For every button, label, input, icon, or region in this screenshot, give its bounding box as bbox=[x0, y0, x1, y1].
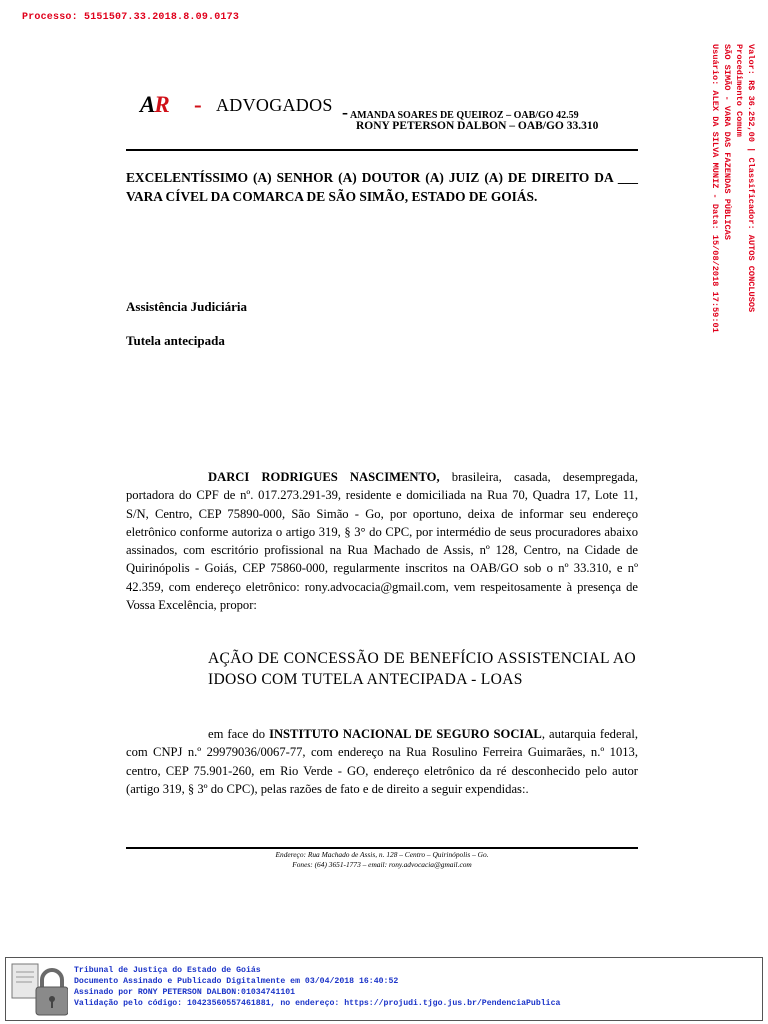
action-title: AÇÃO DE CONCESSÃO DE BENEFÍCIO ASSISTENCIAL AO IDOSO COM TUTELA ANTECIPADA - LOAS bbox=[208, 650, 636, 688]
defendant-paragraph bbox=[126, 725, 638, 798]
footer-contact-line: Fones: (64) 3651-1773 – email: rony.advocacia@gmail.com bbox=[292, 860, 472, 869]
logo-letter-a: A bbox=[140, 92, 155, 117]
addressee: EXCELENTÍSSIMO (A) SENHOR (A) DOUTOR (A) JUIZ (A) DE DIREITO DA ___ VARA CÍVEL DA COMARCA DE SÃO SIMÃO, ESTADO DE GOIÁS. bbox=[126, 170, 638, 204]
padlock-icon bbox=[10, 962, 68, 1018]
assistance-heading: Assistência Judiciária bbox=[126, 299, 247, 314]
injunction-heading: Tutela antecipada bbox=[126, 333, 225, 348]
footer-rule bbox=[126, 847, 638, 849]
validation-code: Validação pelo código: 10423560557461881, no endereço: https://projudi.tjgo.jus.br/PendenciaPublica bbox=[74, 999, 561, 1008]
firm-name: ADVOGADOS bbox=[216, 95, 333, 115]
defendant-lead: em face do bbox=[208, 727, 270, 741]
separator-dash: - bbox=[342, 102, 348, 122]
lawyer-2: RONY PETERSON DALBON – OAB/GO 33.310 bbox=[356, 120, 599, 132]
party-name: DARCI RODRIGUES NASCIMENTO, bbox=[208, 470, 440, 484]
lawyer-1-name: AMANDA SOARES DE QUEIROZ – OAB/GO 42.59 bbox=[349, 110, 579, 121]
process-number: Processo: 5151507.33.2018.8.09.0173 bbox=[22, 12, 240, 23]
logo-dash: - bbox=[194, 92, 202, 117]
side-stamp-line: SÃO SIMÃO - VARA DAS FAZENDAS PÚBLICAS bbox=[722, 44, 732, 240]
intro-text: brasileira, casada, desempregada, portadora do CPF de nº. 017.273.291-39, residente e domiciliada na Rua 70, Quadra 17, Lote 11, S/N, Centro, CEP 75890-000, São Simão - Go, por oportuno, deixa de informar seu endereço eletrônico conforme autoriza o artigo 319, § 3° do CPC, por intermédio de seus procuradores abaixo assinados, com escritório profissional na Rua Machado de Assis, nº 128, Centro, na Cidade de Quirinópolis - Goiás, CEP 75860-000, regularmente inscritos na OAB/GO sob o nº 33.310, e nº 42.359, com endereço eletrônico: rony.advocacia@gmail.com, vem respeitosamente à presença de Vossa Excelência, propor: bbox=[126, 470, 638, 613]
court-name: Tribunal de Justiça do Estado de Goiás bbox=[74, 966, 261, 975]
defendant-text: , autarquia federal, com CNPJ n.º 29979036/0067-77, com endereço na Rua Rosulino Ferreira Guimarães, n.º 1013, centro, CEP 75.901-260, em Rio Verde - GO, endereço eletrônico da ré desconhecido pelo autor (artigo 319, § 3º do CPC), pelas razões de fato e de direito a seguir expendidas:. bbox=[126, 727, 639, 796]
defendant-name: INSTITUTO NACIONAL DE SEGURO SOCIAL bbox=[269, 727, 542, 741]
signed-date: Documento Assinado e Publicado Digitalmente em 03/04/2018 16:40:52 bbox=[74, 977, 399, 986]
firm-logo bbox=[140, 92, 169, 118]
side-stamp-line: Valor: R$ 36.252,00 | Classificador: AUTOS CONCLUSOS bbox=[746, 44, 756, 313]
signature-info bbox=[74, 965, 560, 1009]
header-rule bbox=[126, 149, 638, 151]
side-stamp bbox=[705, 44, 757, 384]
side-stamp-line: Procedimento Comum bbox=[734, 44, 744, 137]
intro-paragraph bbox=[126, 468, 638, 614]
side-stamp-line: Usuário: ALEX DA SILVA MUNIZ - Data: 15/08/2018 17:59:01 bbox=[710, 44, 720, 333]
footer-address-line: Endereço: Rua Machado de Assis, n. 128 – Centro – Quirinópolis – Go. bbox=[275, 850, 489, 859]
footer-address bbox=[126, 850, 638, 870]
logo-letter-r: R bbox=[154, 92, 169, 117]
signer: Assinado por RONY PETERSON DALBON:01034741101 bbox=[74, 988, 296, 997]
letterhead bbox=[140, 92, 640, 142]
